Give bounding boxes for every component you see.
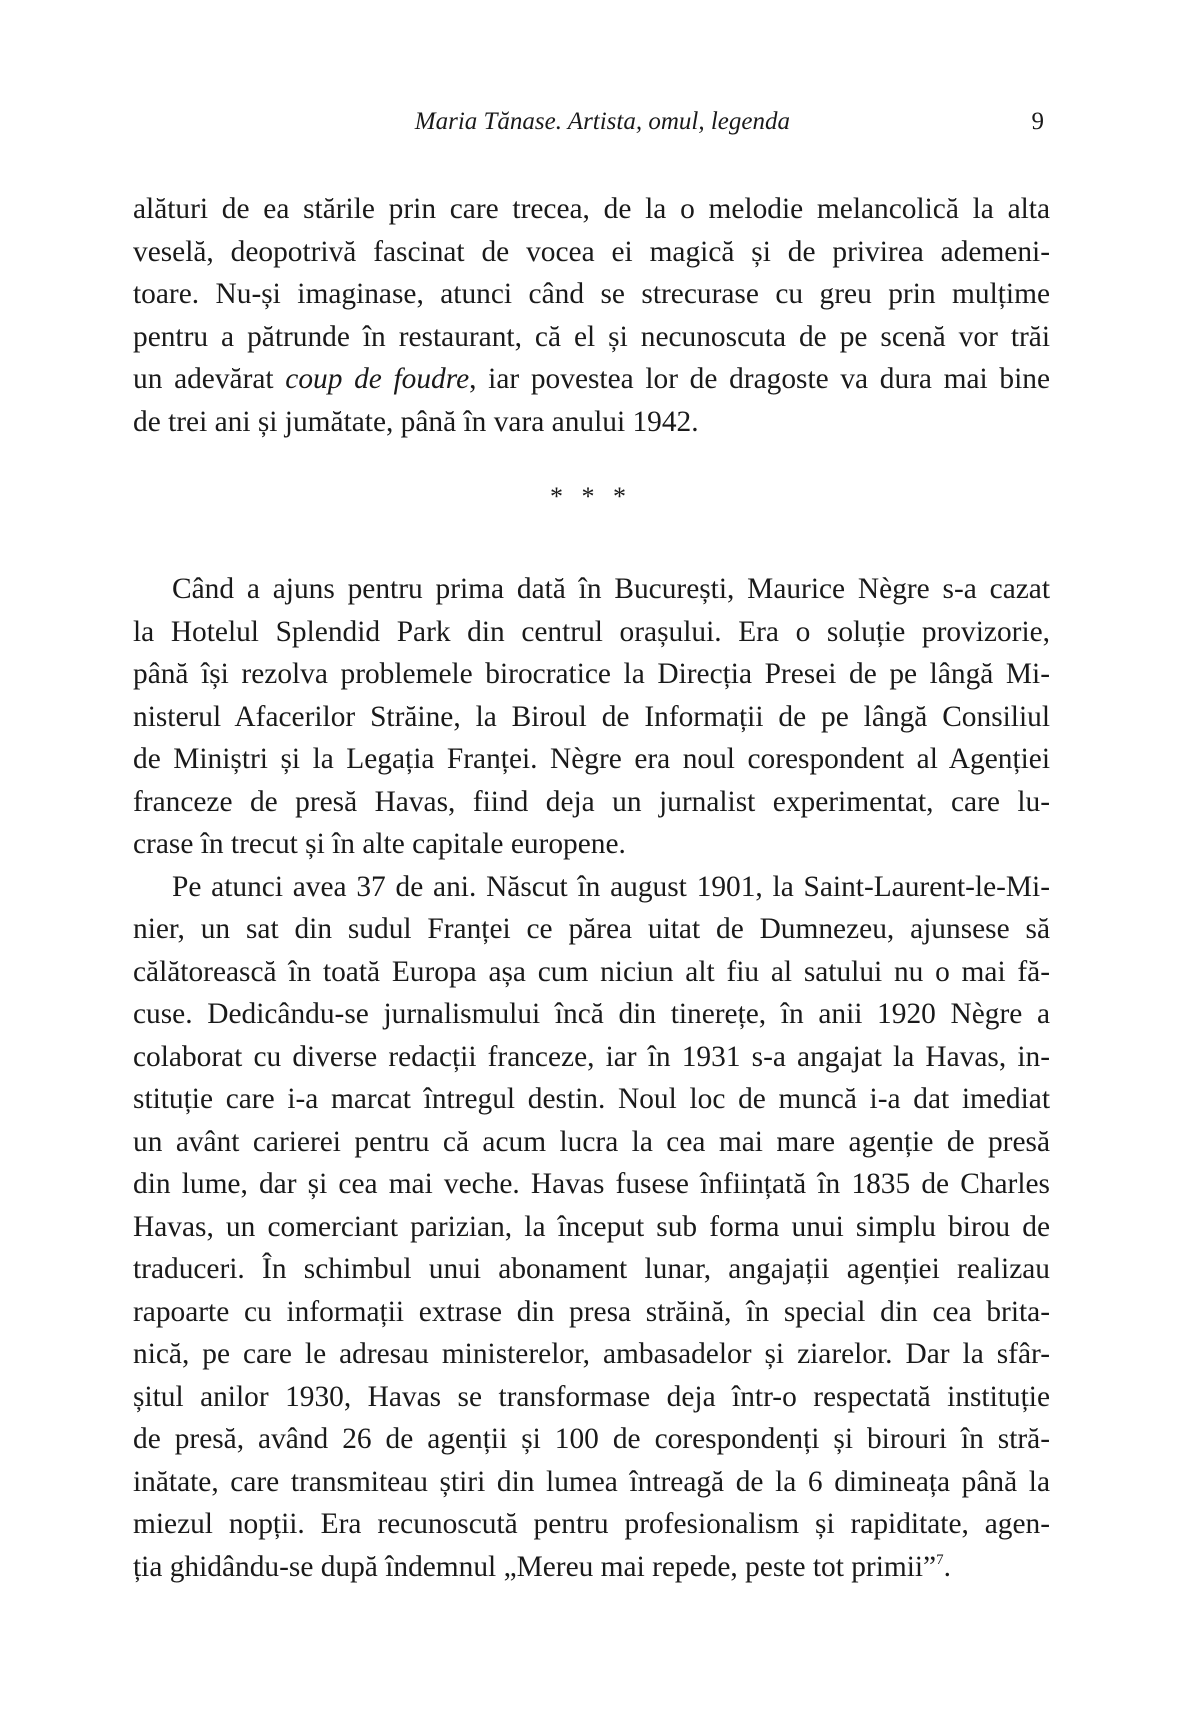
- text-line: Pe atunci avea 37 de ani. Născut în august 1901, la Saint-Laurent-le-Mi-: [172, 870, 1050, 903]
- text-line: de Miniștri și la Legația Franței. Nègre era noul corespondent al Agenției: [133, 743, 1050, 775]
- text-line: traduceri. În schimbul unui abonament lunar, angajații agenției realizau: [133, 1253, 1050, 1285]
- text-line: nisterul Afacerilor Străine, la Biroul de Informații de pe lângă Consiliul: [133, 700, 1050, 733]
- text-line: miezul nopții. Era recunoscută pentru profesionalism și rapiditate, agen-: [133, 1508, 1050, 1540]
- text-line: pentru a pătrunde în restaurant, că el și necunoscuta de pe scenă vor trăi: [133, 320, 1050, 353]
- text-line: de trei ani și jumătate, până în vara anului 1942.: [133, 405, 699, 438]
- text-line: alături de ea stările prin care trecea, de la o melodie melancolică la alta: [133, 193, 1050, 225]
- text-line: Havas, un comerciant parizian, la început sub forma unui simplu birou de: [133, 1210, 1050, 1243]
- text-line: [133, 1546, 1050, 1589]
- text-line: veselă, deopotrivă fascinat de vocea ei magică și de privirea ademeni-: [133, 235, 1050, 268]
- italic-phrase: coup de foudre: [285, 363, 470, 395]
- text-line: de presă, având 26 de agenții și 100 de corespondenți și birouri în stră-: [133, 1423, 1050, 1455]
- text-line: călătorească în toată Europa așa cum niciun alt fiu al satului nu o mai fă-: [133, 955, 1050, 988]
- text-line: crase în trecut și în alte capitale europene.: [133, 828, 626, 860]
- footnote-reference[interactable]: 7: [936, 1551, 944, 1568]
- text-line: la Hotelul Splendid Park din centrul orașului. Era o soluție provizorie,: [133, 615, 1050, 648]
- paragraph-continuation: [133, 188, 1050, 443]
- page-number: 9: [1031, 108, 1044, 135]
- text-line: șitul anilor 1930, Havas se transformase deja într-o respectată instituție: [133, 1380, 1050, 1413]
- text-line: [133, 358, 1050, 401]
- text-line: franceze de presă Havas, fiind deja un jurnalist experimentat, care lu-: [133, 785, 1050, 818]
- running-header: [133, 108, 1050, 144]
- text-line: rapoarte cu informații extrase din presa străină, în special din cea brita-: [133, 1295, 1050, 1328]
- text-segment: ția ghidându-se după îndemnul „Mereu mai repede, peste tot primii”: [133, 1550, 937, 1583]
- text-segment: , iar povestea lor de dragoste va dura mai bine: [469, 363, 1050, 395]
- text-segment: un adevărat: [133, 363, 286, 395]
- text-line: stituție care i-a marcat întregul destin. Noul loc de muncă i-a dat imediat: [133, 1083, 1050, 1115]
- text-line: Când a ajuns pentru prima dată în București, Maurice Nègre s-a cazat: [172, 573, 1050, 605]
- text-line: nier, un sat din sudul Franței ce părea uitat de Dumnezeu, ajunsese să: [133, 913, 1050, 945]
- text-line: toare. Nu-și imaginase, atunci când se strecurase cu greu prin mulțime: [133, 278, 1050, 310]
- section-separator: * * *: [550, 482, 632, 511]
- text-line: nică, pe care le adresau ministerelor, ambasadelor și ziarelor. Dar la sfâr-: [133, 1338, 1050, 1370]
- text-line: până își rezolva problemele birocratice la Direcția Presei de pe lângă Mi-: [133, 658, 1050, 690]
- text-line: un avânt carierei pentru că acum lucra la cea mai mare agenție de presă: [133, 1125, 1050, 1158]
- text-line: din lume, dar și cea mai veche. Havas fusese înființată în 1835 de Charles: [133, 1168, 1050, 1200]
- text-line: colaborat cu diverse redacții franceze, iar în 1931 s-a angajat la Havas, in-: [133, 1040, 1050, 1073]
- text-line: cuse. Dedicându-se jurnalismului încă din tinerețe, în anii 1920 Nègre a: [133, 998, 1050, 1030]
- running-title: Maria Tănase. Artista, omul, legenda: [414, 108, 790, 135]
- text-segment: .: [943, 1550, 951, 1583]
- text-line: inătate, care transmiteau știri din lumea întreagă de la 6 dimineața până la: [133, 1465, 1050, 1498]
- section-body: [133, 568, 1050, 1588]
